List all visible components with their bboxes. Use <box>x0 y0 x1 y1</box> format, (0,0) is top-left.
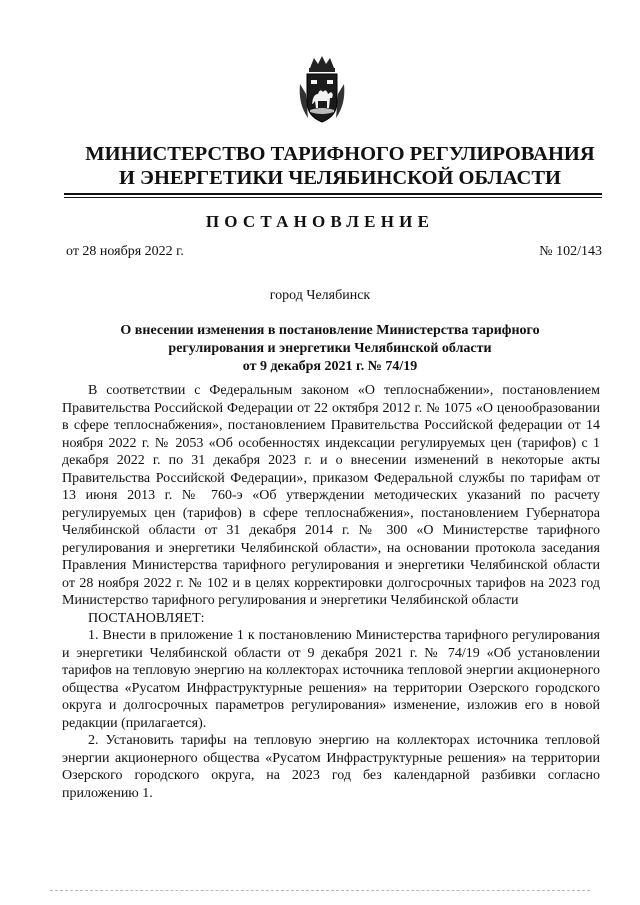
header-divider-thick <box>64 193 602 195</box>
clause-1: 1. Внести в приложение 1 к постановлению Министерства тарифного регулирования и энергетики Челябинской области от 9 декабря 2021 г. № 74/19 «Об установлении тарифов на тепловую энергию на коллекторах источника тепловой энергии акционерного общества «Русатом Инфраструктурные решения» на территории Озерского городского округа и долгосрочных параметров регулирования» изменение, изложив его в новой редакции (прилагается). <box>62 628 600 731</box>
document-date: от 28 ноября 2022 г. <box>66 244 184 259</box>
organization-name <box>60 142 620 190</box>
document-body <box>62 382 600 802</box>
document-city: город Челябинск <box>269 288 371 303</box>
organization-name-line-2: И ЭНЕРГЕТИКИ ЧЕЛЯБИНСКОЙ ОБЛАСТИ <box>118 167 561 189</box>
document-title-line-1: О внесении изменения в постановление Министерства тарифного <box>120 323 540 338</box>
header-divider-thin <box>64 197 602 198</box>
decree-heading: ПОСТАНОВЛЯЕТ: <box>88 610 205 626</box>
clause-2: 2. Установить тарифы на тепловую энергию на коллекторах источника тепловой энергии акционерного общества «Русатом Инфраструктурные решения» на территории Озерского городского округа, на 2023 год без календарной разбивки согласно приложению 1. <box>62 733 600 801</box>
document-title-line-3: от 9 декабря 2021 г. № 74/19 <box>242 359 418 374</box>
document-number: № 102/143 <box>539 244 602 259</box>
footer-scan-edge <box>50 890 590 891</box>
preamble-paragraph: В соответствии с Федеральным законом «О теплоснабжении», постановлением Правительства Российской Федерации от 22 октября 2012 г. № 1075 «О ценообразовании в сфере теплоснабжения», постановлением Правительства Российской федерации от 14 ноября 2022 г. № 2053 «Об особенностях индексации регулируемых цен (тарифов) с 1 декабря 2022 г. по 31 декабря 2023 г. и о внесении изменений в некоторые акты Правительства Российской Федерации», приказом Федеральной службы по тарифам от 13 июня 2013 г. № 760-э «Об утверждении методических указаний по расчету регулируемых цен (тарифов) в сфере теплоснабжения», постановлением Губернатора Челябинской области от 31 декабря 2014 г. № 300 «О Министерстве тарифного регулирования и энергетики Челябинской области», на основании протокола заседания Правления Министерства тарифного регулирования и энергетики Челябинской области от 28 ноября 2022 г. № 102 и в целях корректировки долгосрочных тарифов на 2023 год Министерство тарифного регулирования и энергетики Челябинской области <box>62 383 600 608</box>
document-title-line-2: регулирования и энергетики Челябинской области <box>168 341 492 356</box>
document-type: ПОСТАНОВЛЕНИЕ <box>205 212 435 231</box>
coat-of-arms-emblem <box>296 54 348 126</box>
organization-name-line-1: МИНИСТЕРСТВО ТАРИФНОГО РЕГУЛИРОВАНИЯ <box>85 143 595 165</box>
document-title <box>60 322 600 376</box>
